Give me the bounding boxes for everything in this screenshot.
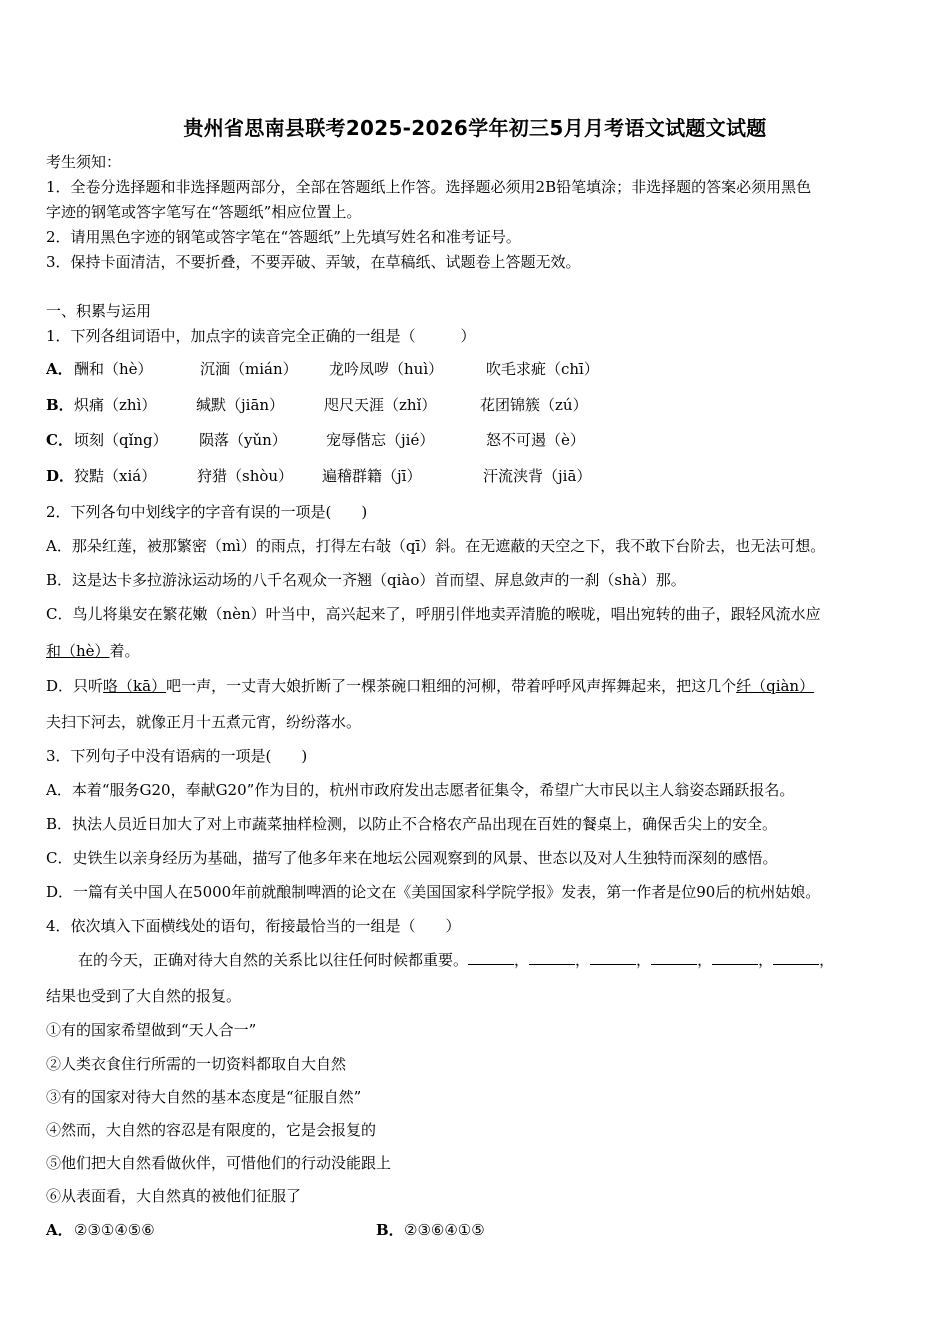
punct: ， xyxy=(575,951,591,969)
option-word: 吹毛求疵（chī） xyxy=(486,360,599,378)
blank-line xyxy=(590,950,636,965)
blank-line xyxy=(651,950,697,965)
blank-line xyxy=(712,950,758,965)
blank-line xyxy=(773,950,819,965)
notice-heading: 考生须知： xyxy=(46,153,122,171)
q3-option-a: A．本着“服务G20，奉献G20”作为目的，杭州市政府发出志愿者征集令，希望广大市民以主人翁姿态踊跃报名。 xyxy=(46,781,795,799)
option-word: 咫尺天涯（zhǐ） xyxy=(324,396,437,414)
option-word: 遍稽群籍（jī） xyxy=(322,467,422,485)
text: 吧一声，一丈青大娘折断了一棵茶碗口粗细的河柳，带着呼呼风声挥舞起来，把这几个 xyxy=(166,677,737,695)
option-word: 顷刻（qǐng） xyxy=(74,431,168,449)
option-text: ②③⑥④①⑤ xyxy=(404,1221,485,1239)
punct: ， xyxy=(636,951,652,969)
option-label: C． xyxy=(46,431,73,449)
option-text: ②③①④⑤⑥ xyxy=(74,1221,155,1239)
notice-line: 2．请用黑色字迹的钢笔或答字笔在“答题纸”上先填写姓名和准考证号。 xyxy=(46,228,521,246)
option-word: 狡黠（xiá） xyxy=(74,467,157,485)
blank-line xyxy=(529,950,575,965)
section-heading: 一、积累与运用 xyxy=(46,302,152,320)
blank-line xyxy=(468,950,514,965)
option-word: 汗流浃背（jiā） xyxy=(483,467,592,485)
q3-option-d: D．一篇有关中国人在5000年前就酿制啤酒的论文在《美国国家科学院学报》发表，第一作者是位90后的杭州姑娘。 xyxy=(46,883,821,901)
punct: ， xyxy=(758,951,774,969)
q4-item: ⑥从表面看，大自然真的被他们征服了 xyxy=(46,1187,302,1205)
option-word: 宠辱偕忘（jié） xyxy=(326,431,435,449)
text: D．只听 xyxy=(46,677,104,695)
q4-passage-cont: 结果也受到了大自然的报复。 xyxy=(46,987,242,1005)
q4-item: ②人类衣食住行所需的一切资料都取自大自然 xyxy=(46,1055,347,1073)
option-word: 酬和（hè） xyxy=(74,360,153,378)
option-word: 花团锦簇（zú） xyxy=(480,396,588,414)
option-label: D． xyxy=(46,467,75,485)
q2-option-c: C．鸟儿将巢安在繁花嫩（nèn）叶当中，高兴起来了，呼朋引伴地卖弄清脆的喉咙，唱出宛转的曲子，跟轻风流水应 xyxy=(46,605,821,623)
notice-line: 3．保持卡面清洁，不要折叠，不要弄破、弄皱，在草稿纸、试题卷上答题无效。 xyxy=(46,253,581,271)
question-stem: 2．下列各句中划线字的字音有误的一项是( ) xyxy=(46,503,368,521)
option-word: 缄默（jiān） xyxy=(196,396,285,414)
q2-option-d xyxy=(46,676,814,696)
question-stem: 4．依次填入下面横线处的语句，衔接最恰当的一组是（ ） xyxy=(46,917,461,935)
underlined-char: 和（hè） xyxy=(46,642,110,660)
option-word: 怒不可遏（è） xyxy=(486,431,585,449)
option-word: 沉湎（mián） xyxy=(200,360,298,378)
option-label: A． xyxy=(46,1221,73,1239)
option-label: B． xyxy=(46,396,74,414)
underlined-char: 咯（kā） xyxy=(103,677,167,695)
notice-line: 1．全卷分选择题和非选择题两部分，全部在答题纸上作答。选择题必须用2B铅笔填涂；非选择题的答案必须用黑色 xyxy=(46,178,812,196)
q2-option-a: A．那朵红莲，被那繁密（mì）的雨点，打得左右敧（qī）斜。在无遮蔽的天空之下，我不敢下台阶去，也无法可想。 xyxy=(46,537,826,555)
punct: ， xyxy=(697,951,713,969)
q2-option-b: B．这是达卡多拉游泳运动场的八千名观众一齐翘（qiào）首而望、屏息敛声的一刹（shà）那。 xyxy=(46,571,686,589)
q4-passage xyxy=(78,950,834,970)
q2-option-d-cont: 夫扫下河去，就像正月十五煮元宵，纷纷落水。 xyxy=(46,713,362,731)
question-stem: 1．下列各组词语中，加点字的读音完全正确的一组是（ ） xyxy=(46,327,476,345)
q4-item: ③有的国家对待大自然的基本态度是“征服自然” xyxy=(46,1088,362,1106)
punct: ， xyxy=(819,951,835,969)
option-word: 狩猎（shòu） xyxy=(197,467,294,485)
option-word: 龙吟凤哕（huì） xyxy=(329,360,444,378)
q2-option-c-cont xyxy=(46,641,140,661)
q4-item: ①有的国家希望做到“天人合一” xyxy=(46,1021,257,1039)
option-label: B． xyxy=(376,1221,404,1239)
question-stem: 3．下列句子中没有语病的一项是( ) xyxy=(46,747,308,765)
notice-line: 字迹的钢笔或答字笔写在“答题纸”相应位置上。 xyxy=(46,203,362,221)
q4-item: ⑤他们把大自然看做伙伴，可惜他们的行动没能跟上 xyxy=(46,1154,392,1172)
option-word: 陨落（yǔn） xyxy=(199,431,287,449)
page-title: 贵州省思南县联考2025-2026学年初三5月月考语文试题文试题 xyxy=(183,116,767,140)
text: 着。 xyxy=(109,642,140,660)
q3-option-c: C．史铁生以亲身经历为基础，描写了他多年来在地坛公园观察到的风景、世态以及对人生独特而深刻的感悟。 xyxy=(46,849,778,867)
punct: ， xyxy=(514,951,530,969)
option-label: A． xyxy=(46,360,73,378)
underlined-char: 纤（qiàn） xyxy=(736,677,815,695)
q4-item: ④然而，大自然的容忍是有限度的，它是会报复的 xyxy=(46,1121,377,1139)
q3-option-b: B．执法人员近日加大了对上市蔬菜抽样检测，以防止不合格农产品出现在百姓的餐桌上，确保舌尖上的安全。 xyxy=(46,815,778,833)
text: 在的今天，正确对待大自然的关系比以往任何时候都重要。 xyxy=(78,951,469,969)
option-word: 炽痛（zhì） xyxy=(74,396,157,414)
